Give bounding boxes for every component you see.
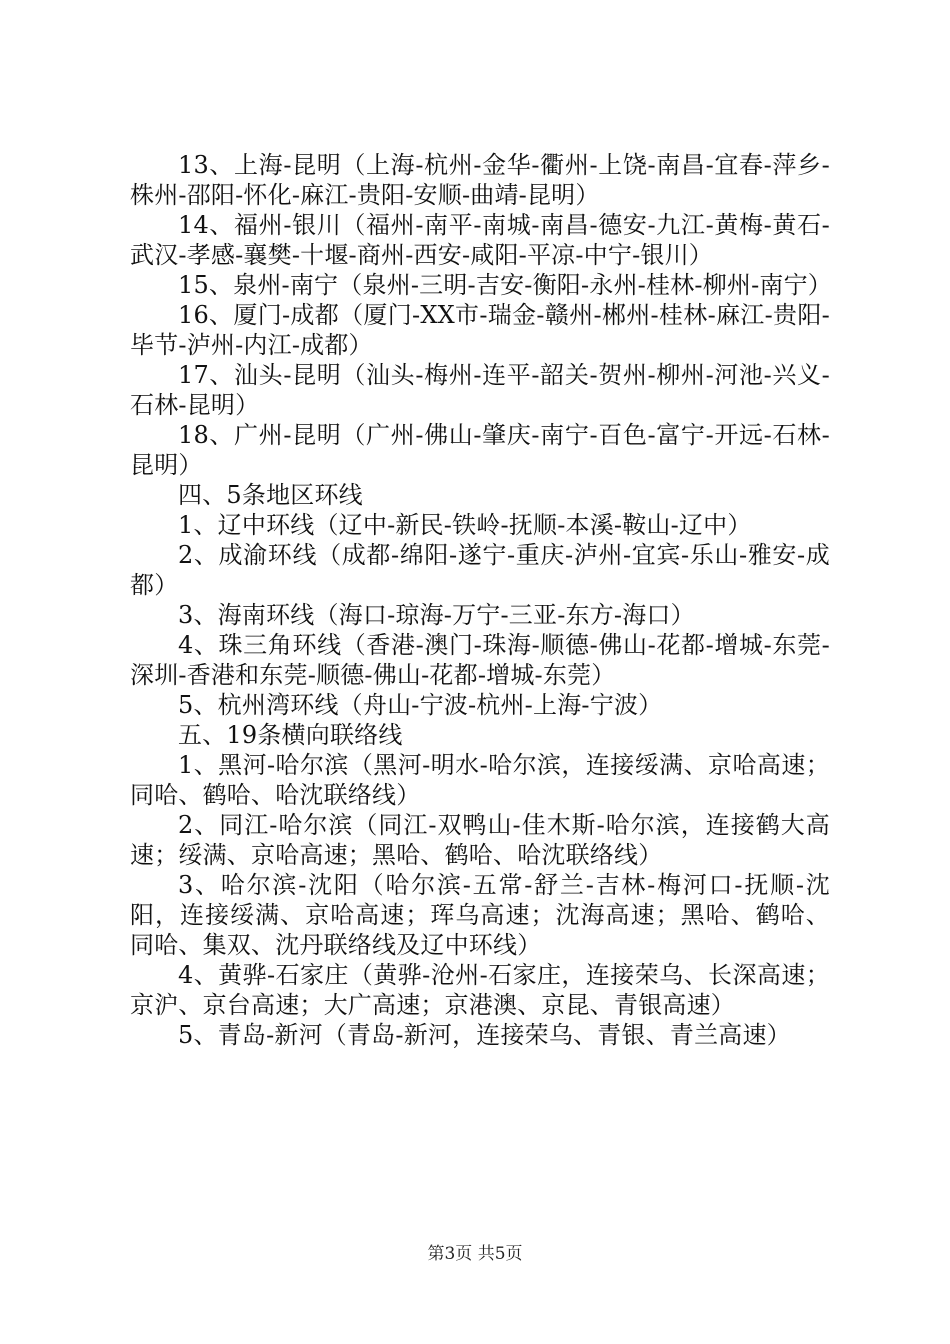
section-heading-connector-lines: 五、19条横向联络线 (178, 721, 403, 749)
route-paragraph-16: 16、厦门-成都（厦门-XX市-瑞金-赣州-郴州-桂林-麻江-贵阳-毕节-泸州-内江-成都） (130, 301, 830, 359)
connector-line-5: 5、青岛-新河（青岛-新河，连接荣乌、青银、青兰高速） (178, 1021, 791, 1049)
ring-line-5: 5、杭州湾环线（舟山-宁波-杭州-上海-宁波） (178, 691, 663, 719)
ring-line-4: 4、珠三角环线（香港-澳门-珠海-顺德-佛山-花都-增城-东莞-深圳-香港和东莞-顺德-佛山-花都-增城-东莞） (130, 631, 830, 689)
route-paragraph-17: 17、汕头-昆明（汕头-梅州-连平-韶关-贺州-柳州-河池-兴义-石林-昆明） (130, 361, 830, 419)
route-paragraph-14: 14、福州-银川（福州-南平-南城-南昌-德安-九江-黄梅-黄石-武汉-孝感-襄樊-十堰-商州-西安-咸阳-平凉-中宁-银川） (130, 211, 830, 269)
route-paragraph-18: 18、广州-昆明（广州-佛山-肇庆-南宁-百色-富宁-开远-石林-昆明） (130, 421, 830, 479)
connector-line-2: 2、同江-哈尔滨（同江-双鸭山-佳木斯-哈尔滨，连接鹤大高速；绥满、京哈高速；黑哈、鹤哈、哈沈联络线） (130, 811, 830, 869)
route-paragraph-15: 15、泉州-南宁（泉州-三明-吉安-衡阳-永州-桂林-柳州-南宁） (178, 271, 833, 299)
page-footer (0, 1243, 950, 1265)
page-number-label: 第3页 共5页 (427, 1244, 523, 1264)
connector-line-4: 4、黄骅-石家庄（黄骅-沧州-石家庄，连接荣乌、长深高速；京沪、京台高速；大广高速；京港澳、京昆、青银高速） (130, 961, 830, 1019)
ring-line-1: 1、辽中环线（辽中-新民-铁岭-抚顺-本溪-鞍山-辽中） (178, 511, 752, 539)
route-paragraph-13: 13、上海-昆明（上海-杭州-金华-衢州-上饶-南昌-宜春-萍乡-株州-邵阳-怀化-麻江-贵阳-安顺-曲靖-昆明） (130, 151, 830, 209)
connector-line-3: 3、哈尔滨-沈阳（哈尔滨-五常-舒兰-吉林-梅河口-抚顺-沈阳，连接绥满、京哈高速；珲乌高速；沈海高速；黑哈、鹤哈、同哈、集双、沈丹联络线及辽中环线） (130, 871, 830, 959)
document-body (130, 150, 833, 1050)
ring-line-3: 3、海南环线（海口-琼海-万宁-三亚-东方-海口） (178, 601, 695, 629)
connector-line-1: 1、黑河-哈尔滨（黑河-明水-哈尔滨，连接绥满、京哈高速；同哈、鹤哈、哈沈联络线） (130, 751, 830, 809)
section-heading-ring-lines: 四、5条地区环线 (178, 481, 363, 509)
ring-line-2: 2、成渝环线（成都-绵阳-遂宁-重庆-泸州-宜宾-乐山-雅安-成都） (130, 541, 830, 599)
